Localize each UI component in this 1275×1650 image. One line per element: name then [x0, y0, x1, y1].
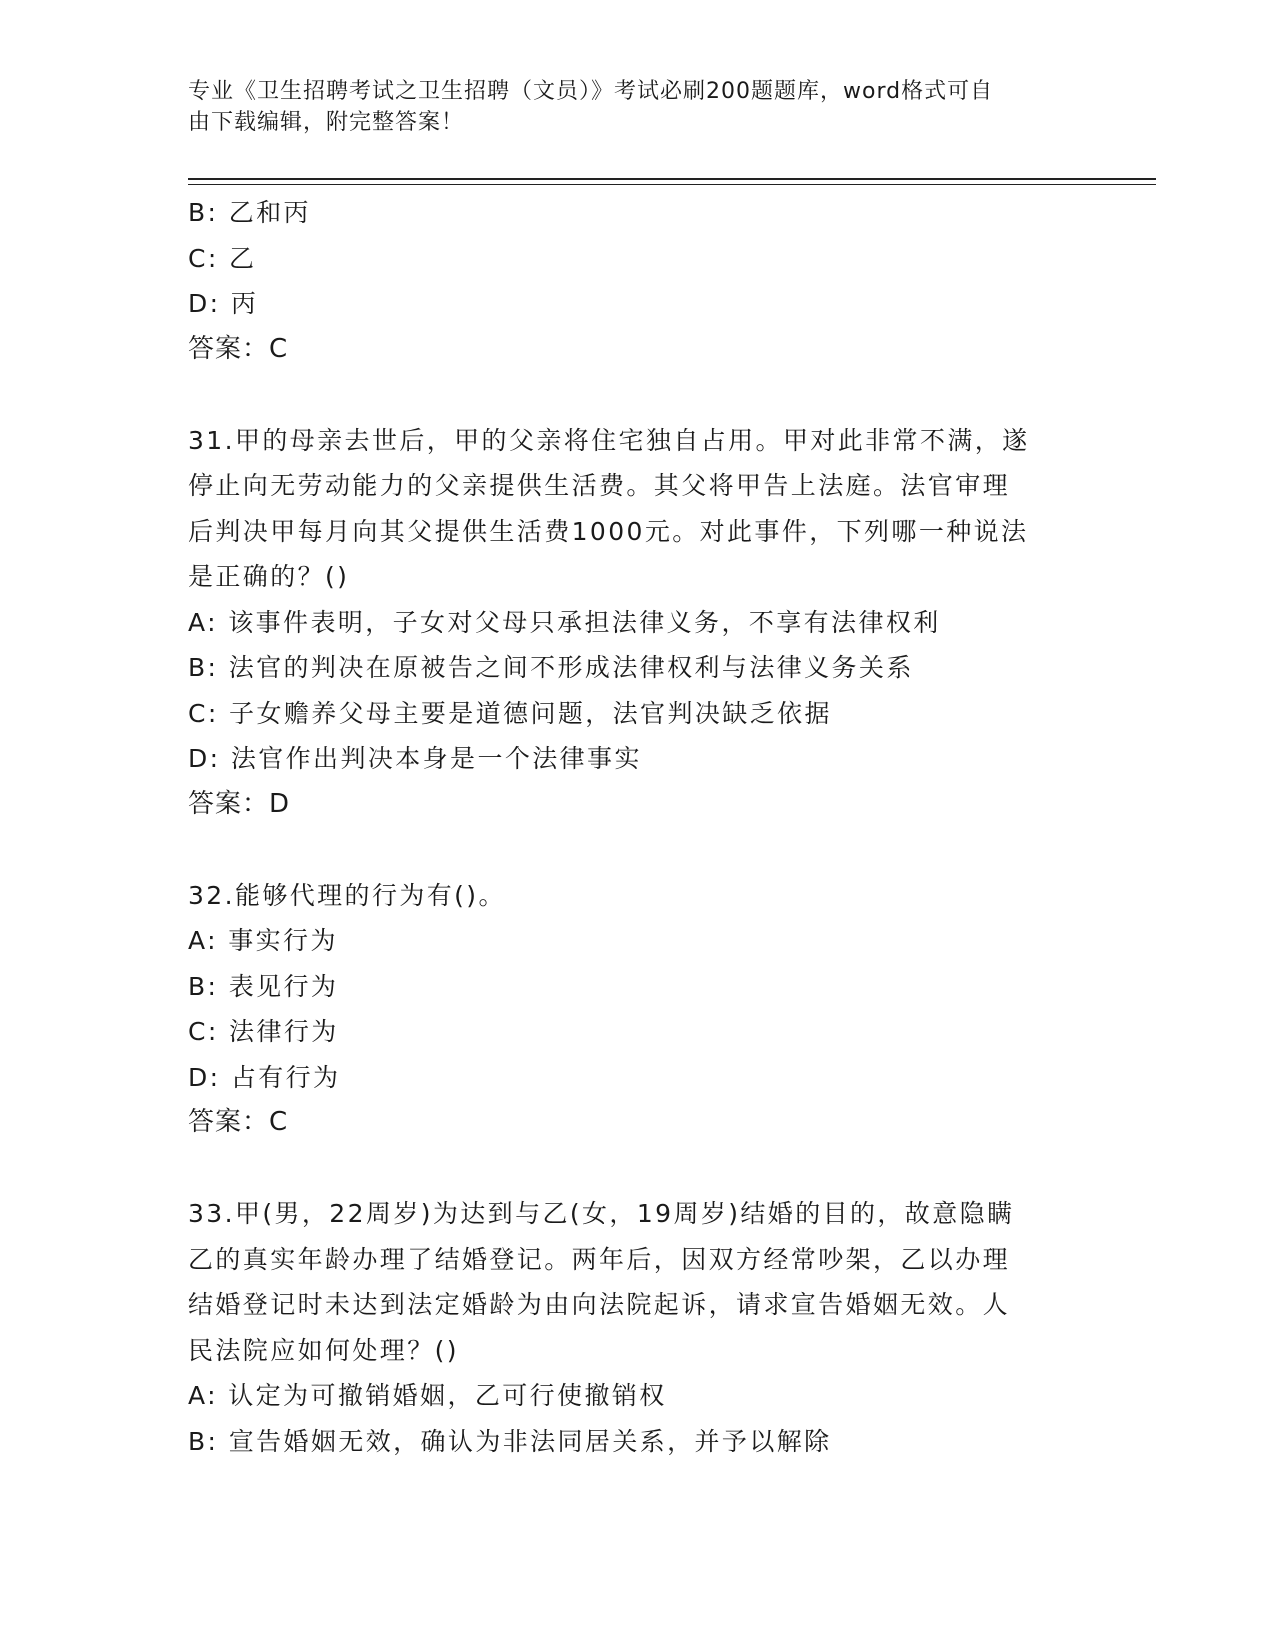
option-b: B: 表见行为: [188, 971, 339, 1001]
question-stem-line: 后判决甲每月向其父提供生活费1000元。对此事件，下列哪一种说法: [188, 516, 1029, 546]
option-b: B: 法官的判决在原被告之间不形成法律权利与法律义务关系: [188, 653, 914, 682]
question-32: [188, 873, 1088, 1146]
answer: 答案：C: [188, 333, 289, 364]
answer: 答案：C: [188, 1107, 289, 1137]
spacer: [188, 1146, 1088, 1192]
spacer: [188, 827, 1088, 873]
header-line-1: 专业《卫生招聘考试之卫生招聘（文员）》考试必刷200题题库，word格式可自: [188, 79, 994, 104]
option-b: B: 乙和丙: [188, 198, 311, 227]
option-b: B: 宣告婚姻无效，确认为非法同居关系，并予以解除: [188, 1426, 832, 1456]
answer: 答案：D: [188, 788, 291, 819]
option-a: A: 认定为可撤销婚姻，乙可行使撤销权: [188, 1381, 667, 1410]
spacer: [188, 372, 1088, 418]
page-header: [188, 76, 1068, 138]
prev-question: [188, 190, 1088, 372]
option-c: C: 子女赡养父母主要是道德问题，法官判决缺乏依据: [188, 698, 832, 728]
question-33: [188, 1191, 1088, 1464]
option-d: D: 占有行为: [188, 1062, 341, 1092]
question-stem-line: 31.甲的母亲去世后，甲的父亲将住宅独自占用。甲对此非常不满，遂: [188, 425, 1030, 455]
header-rule-thick: [188, 178, 1156, 180]
question-stem-line: 结婚登记时未达到法定婚龄为由向法院起诉，请求宣告婚姻无效。人: [188, 1290, 1011, 1319]
option-c: C: 乙: [188, 243, 257, 273]
document-body: [188, 190, 1088, 1464]
question-31: [188, 418, 1088, 828]
header-line-2: 由下载编辑，附完整答案！: [188, 110, 465, 135]
option-d: D: 丙: [188, 289, 259, 318]
header-rule-thin: [188, 184, 1156, 185]
question-stem-line: 民法院应如何处理？(): [188, 1335, 459, 1365]
question-stem-line: 32.能够代理的行为有()。: [188, 880, 506, 910]
question-stem-line: 33.甲(男，22周岁)为达到与乙(女，19周岁)结婚的目的，故意隐瞒: [188, 1199, 1015, 1228]
question-stem-line: 停止向无劳动能力的父亲提供生活费。其父将甲告上法庭。法官审理: [188, 471, 1011, 500]
option-a: A: 事实行为: [188, 926, 338, 955]
option-c: C: 法律行为: [188, 1017, 339, 1046]
question-stem-line: 是正确的？(): [188, 562, 350, 591]
option-a: A: 该事件表明，子女对父母只承担法律义务，不享有法律权利: [188, 607, 941, 637]
option-d: D: 法官作出判决本身是一个法律事实: [188, 744, 642, 773]
question-stem-line: 乙的真实年龄办理了结婚登记。两年后，因双方经常吵架，乙以办理: [188, 1244, 1011, 1274]
